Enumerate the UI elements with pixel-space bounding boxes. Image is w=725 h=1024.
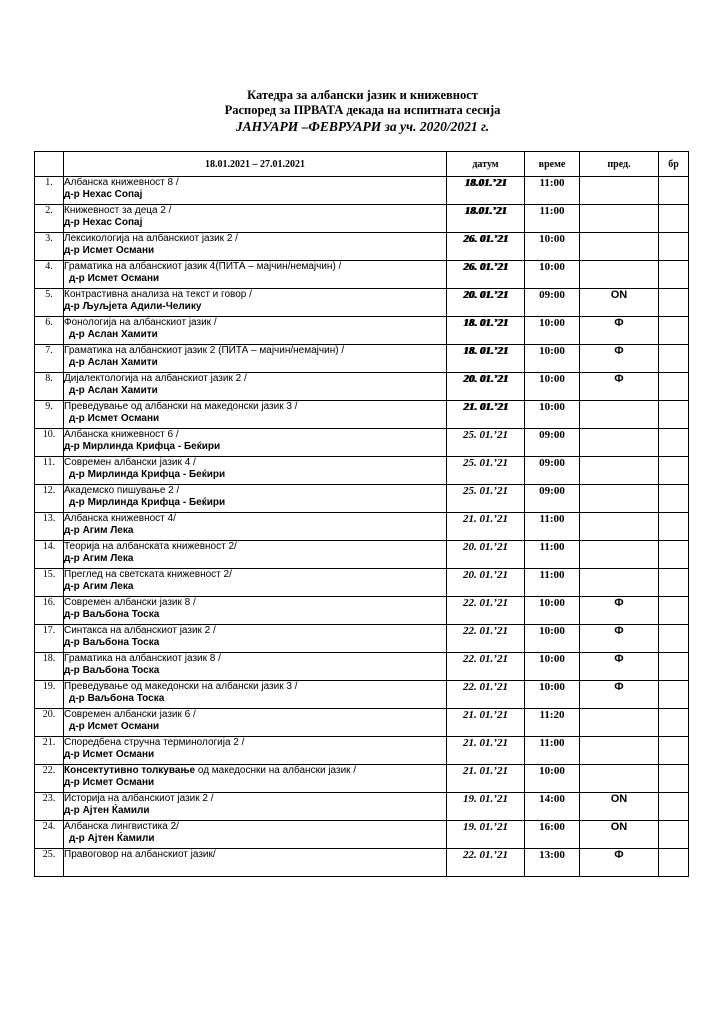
exam-date: 18.01.’21: [447, 205, 525, 233]
table-row: [35, 373, 689, 401]
table-row: [35, 821, 689, 849]
row-subject: [64, 177, 447, 205]
teacher-name: д-р Аслан Хамити: [69, 329, 158, 340]
row-subject: [64, 625, 447, 653]
course-name: Преведување од македонски на албански јазик 3 /: [64, 681, 298, 692]
table-row: [35, 569, 689, 597]
exam-date: 18. 01.’21: [447, 317, 525, 345]
room-number: [659, 401, 689, 429]
course-name: Албанска лингвистика 2/: [64, 821, 179, 832]
course-name: Лексикологија на албанскиот јазик 2 /: [64, 233, 238, 244]
teacher-name: д-р Ваљбона Тоска: [64, 665, 160, 676]
room-number: [659, 345, 689, 373]
teacher-name: д-р Ваљбона Тоска: [69, 693, 165, 704]
table-row: [35, 345, 689, 373]
teacher-name: д-р Агим Лека: [64, 581, 134, 592]
table-row: [35, 597, 689, 625]
exam-mode: [580, 569, 659, 597]
table-row: [35, 681, 689, 709]
exam-mode: [580, 177, 659, 205]
exam-time: 09:00: [525, 429, 580, 457]
exam-date: 22. 01.’21: [447, 681, 525, 709]
room-number: [659, 849, 689, 877]
header-period: 18.01.2021 – 27.01.2021: [64, 152, 447, 177]
table-row: [35, 653, 689, 681]
department-title: Катедра за албански јазик и книжевност: [247, 88, 478, 102]
room-number: [659, 177, 689, 205]
table-row: [35, 737, 689, 765]
exam-mode: [580, 513, 659, 541]
exam-mode: ON: [580, 793, 659, 821]
teacher-name: д-р Мирлинда Крифца - Беќири: [69, 497, 226, 508]
room-number: [659, 289, 689, 317]
row-number: 17.: [35, 625, 64, 653]
row-number: 6.: [35, 317, 64, 345]
row-subject: [64, 541, 447, 569]
row-subject: [64, 485, 447, 513]
exam-mode: Ф: [580, 345, 659, 373]
exam-mode: Ф: [580, 625, 659, 653]
row-subject: [64, 681, 447, 709]
row-number: 24.: [35, 821, 64, 849]
row-subject: [64, 317, 447, 345]
exam-mode: Ф: [580, 597, 659, 625]
table-row: [35, 289, 689, 317]
room-number: [659, 317, 689, 345]
exam-date: 26. 01.’21: [447, 233, 525, 261]
exam-time: 10:00: [525, 233, 580, 261]
exam-mode: [580, 709, 659, 737]
session-title: ЈАНУАРИ –ФЕВРУАРИ за уч. 2020/2021 г.: [235, 119, 490, 134]
room-number: [659, 653, 689, 681]
exam-date: 25. 01.’21: [447, 457, 525, 485]
teacher-name: д-р Љуљјета Адили-Челику: [64, 301, 202, 312]
row-number: 3.: [35, 233, 64, 261]
exam-mode: [580, 457, 659, 485]
room-number: [659, 765, 689, 793]
table-row: [35, 793, 689, 821]
row-subject: [64, 345, 447, 373]
course-name: Фонологија на албанскиот јазик /: [64, 317, 217, 328]
teacher-name: д-р Ајтен Ќамили: [69, 833, 155, 844]
exam-mode: [580, 401, 659, 429]
schedule-table: [34, 151, 689, 877]
table-row: [35, 429, 689, 457]
course-name: Албанска книжевност 8 /: [64, 177, 179, 188]
course-name: Историја на албанскиот јазик 2 /: [64, 793, 214, 804]
row-number: 25.: [35, 849, 64, 877]
exam-time: 10:00: [525, 653, 580, 681]
exam-mode: Ф: [580, 373, 659, 401]
course-name: Современ албански јазик 6 /: [64, 709, 196, 720]
exam-time: 10:00: [525, 681, 580, 709]
header-br: бр: [659, 152, 689, 177]
row-number: 8.: [35, 373, 64, 401]
row-number: 22.: [35, 765, 64, 793]
teacher-name: д-р Исмет Османи: [64, 749, 155, 760]
row-number: 23.: [35, 793, 64, 821]
exam-mode: [580, 485, 659, 513]
room-number: [659, 541, 689, 569]
teacher-name: д-р Агим Лека: [64, 553, 134, 564]
exam-time: 09:00: [525, 289, 580, 317]
teacher-name: д-р Нехас Сопај: [64, 217, 143, 228]
course-name: Теорија на албанската книжевност 2/: [64, 541, 237, 552]
table-row: [35, 513, 689, 541]
table-row: [35, 205, 689, 233]
exam-mode: [580, 429, 659, 457]
header-date: датум: [447, 152, 525, 177]
room-number: [659, 373, 689, 401]
exam-time: 13:00: [525, 849, 580, 877]
exam-date: 22. 01.’21: [447, 625, 525, 653]
course-name: [64, 765, 356, 776]
table-row: [35, 233, 689, 261]
course-name: Граматика на албанскиот јазик 4(ПИТА – мајчин/немајчин) /: [64, 261, 342, 272]
row-subject: [64, 597, 447, 625]
course-name: Споредбена стручна терминологија 2 /: [64, 737, 245, 748]
row-subject: [64, 373, 447, 401]
exam-date: 20. 01.’21: [447, 569, 525, 597]
exam-time: 14:00: [525, 793, 580, 821]
row-number: 12.: [35, 485, 64, 513]
room-number: [659, 709, 689, 737]
exam-mode: Ф: [580, 849, 659, 877]
exam-date: 21. 01.’21: [447, 765, 525, 793]
table-row: [35, 625, 689, 653]
exam-date: 18. 01.’21: [447, 345, 525, 373]
course-name: Синтакса на албанскиот јазик 2 /: [64, 625, 216, 636]
header-num: [35, 152, 64, 177]
exam-time: 10:00: [525, 625, 580, 653]
teacher-name: д-р Исмет Османи: [69, 721, 160, 732]
exam-mode: [580, 765, 659, 793]
exam-date: 21. 01.’21: [447, 401, 525, 429]
row-number: 9.: [35, 401, 64, 429]
exam-time: 10:00: [525, 373, 580, 401]
header-pred: пред.: [580, 152, 659, 177]
exam-date: 22. 01.’21: [447, 849, 525, 877]
teacher-name: д-р Исмет Османи: [69, 273, 160, 284]
exam-time: 10:00: [525, 765, 580, 793]
room-number: [659, 261, 689, 289]
row-number: 4.: [35, 261, 64, 289]
table-row: [35, 541, 689, 569]
course-name: Академско пишување 2 /: [64, 485, 180, 496]
exam-mode: [580, 541, 659, 569]
teacher-name: д-р Нехас Сопај: [64, 189, 143, 200]
teacher-name: д-р Мирлинда Крифца - Беќири: [64, 441, 221, 452]
teacher-name: д-р Исмет Османи: [64, 245, 155, 256]
exam-time: 10:00: [525, 401, 580, 429]
exam-mode: [580, 261, 659, 289]
teacher-name: д-р Агим Лека: [64, 525, 134, 536]
exam-date: 20. 01.’21: [447, 541, 525, 569]
exam-time: 16:00: [525, 821, 580, 849]
room-number: [659, 737, 689, 765]
row-subject: [64, 793, 447, 821]
course-name: Албанска книжевност 6 /: [64, 429, 179, 440]
exam-time: 11:20: [525, 709, 580, 737]
table-header-row: [35, 152, 689, 177]
course-name: Албанска книжевност 4/: [64, 513, 176, 524]
course-name: Преведување од албански на македонски јазик 3 /: [64, 401, 298, 412]
room-number: [659, 429, 689, 457]
table-row: [35, 317, 689, 345]
row-subject: [64, 261, 447, 289]
row-number: 18.: [35, 653, 64, 681]
course-name: Граматика на албанскиот јазик 8 /: [64, 653, 221, 664]
row-number: 10.: [35, 429, 64, 457]
exam-time: 11:00: [525, 541, 580, 569]
row-number: 14.: [35, 541, 64, 569]
room-number: [659, 569, 689, 597]
course-name: Современ албански јазик 8 /: [64, 597, 196, 608]
row-subject: [64, 709, 447, 737]
teacher-name: д-р Исмет Османи: [69, 413, 160, 424]
room-number: [659, 205, 689, 233]
course-name-bold: Консектутивно толкување: [64, 765, 196, 776]
row-subject: [64, 401, 447, 429]
room-number: [659, 457, 689, 485]
exam-date: 19. 01.’21: [447, 793, 525, 821]
row-number: 5.: [35, 289, 64, 317]
row-subject: [64, 513, 447, 541]
exam-time: 11:00: [525, 569, 580, 597]
row-number: 20.: [35, 709, 64, 737]
exam-time: 11:00: [525, 177, 580, 205]
exam-date: 26. 01.’21: [447, 261, 525, 289]
exam-time: 10:00: [525, 317, 580, 345]
table-row: [35, 401, 689, 429]
row-subject: [64, 289, 447, 317]
exam-time: 11:00: [525, 513, 580, 541]
row-subject: [64, 233, 447, 261]
table-row: [35, 709, 689, 737]
exam-mode: ON: [580, 289, 659, 317]
exam-date: 21. 01.’21: [447, 513, 525, 541]
exam-mode: Ф: [580, 317, 659, 345]
room-number: [659, 597, 689, 625]
table-row: [35, 177, 689, 205]
header-time: време: [525, 152, 580, 177]
course-name: Дијалектологија на албанскиот јазик 2 /: [64, 373, 247, 384]
row-number: 19.: [35, 681, 64, 709]
schedule-title: Распоред за ПРВАТА декада на испитната сесија: [224, 103, 501, 117]
row-number: 15.: [35, 569, 64, 597]
exam-time: 09:00: [525, 457, 580, 485]
row-subject: [64, 765, 447, 793]
exam-date: 18.01.’21: [447, 177, 525, 205]
course-name: Контрастивна анализа на текст и говор /: [64, 289, 252, 300]
exam-date: 22. 01.’21: [447, 653, 525, 681]
teacher-name: д-р Ваљбона Тоска: [64, 637, 160, 648]
room-number: [659, 233, 689, 261]
room-number: [659, 821, 689, 849]
teacher-name: д-р Аслан Хамити: [69, 357, 158, 368]
course-name: Современ албански јазик 4 /: [64, 457, 196, 468]
row-number: 21.: [35, 737, 64, 765]
table-row: [35, 765, 689, 793]
document-heading: [0, 88, 725, 135]
row-subject: [64, 569, 447, 597]
course-name: Граматика на албанскиот јазик 2 (ПИТА – мајчин/немајчин) /: [64, 345, 345, 356]
exam-time: 11:00: [525, 737, 580, 765]
row-subject: [64, 737, 447, 765]
exam-time: 11:00: [525, 205, 580, 233]
room-number: [659, 513, 689, 541]
exam-mode: [580, 233, 659, 261]
exam-date: 25. 01.’21: [447, 429, 525, 457]
exam-date: 20. 01.’21: [447, 289, 525, 317]
row-number: 11.: [35, 457, 64, 485]
exam-date: 21. 01.’21: [447, 709, 525, 737]
exam-time: 09:00: [525, 485, 580, 513]
exam-date: 25. 01.’21: [447, 485, 525, 513]
course-name-rest: од македоснки на албански јазик /: [195, 765, 357, 776]
row-subject: [64, 457, 447, 485]
row-subject: [64, 821, 447, 849]
row-subject: [64, 429, 447, 457]
exam-mode: [580, 737, 659, 765]
exam-time: 10:00: [525, 345, 580, 373]
room-number: [659, 681, 689, 709]
row-subject: [64, 205, 447, 233]
table-row: [35, 485, 689, 513]
row-number: 16.: [35, 597, 64, 625]
exam-mode: [580, 205, 659, 233]
row-number: 2.: [35, 205, 64, 233]
table-row: [35, 457, 689, 485]
teacher-name: д-р Ајтен Ќамили: [64, 805, 150, 816]
room-number: [659, 793, 689, 821]
course-name: Книжевност за деца 2 /: [64, 205, 172, 216]
exam-date: 21. 01.’21: [447, 737, 525, 765]
row-subject: [64, 849, 447, 877]
course-name: Правоговор на албанскиот јазик/: [64, 849, 216, 860]
exam-date: 22. 01.’21: [447, 597, 525, 625]
exam-time: 10:00: [525, 261, 580, 289]
teacher-name: д-р Аслан Хамити: [69, 385, 158, 396]
room-number: [659, 485, 689, 513]
teacher-name: д-р Исмет Османи: [64, 777, 155, 788]
table-row: [35, 261, 689, 289]
exam-date: 20. 01.’21: [447, 373, 525, 401]
exam-time: 10:00: [525, 597, 580, 625]
teacher-name: д-р Мирлинда Крифца - Беќири: [69, 469, 226, 480]
exam-date: 19. 01.’21: [447, 821, 525, 849]
table-row: [35, 849, 689, 877]
exam-mode: Ф: [580, 681, 659, 709]
row-number: 1.: [35, 177, 64, 205]
exam-mode: ON: [580, 821, 659, 849]
exam-mode: Ф: [580, 653, 659, 681]
row-number: 13.: [35, 513, 64, 541]
room-number: [659, 625, 689, 653]
course-name: Преглед на светската книжевност 2/: [64, 569, 232, 580]
teacher-name: д-р Ваљбона Тоска: [64, 609, 160, 620]
row-subject: [64, 653, 447, 681]
row-number: 7.: [35, 345, 64, 373]
